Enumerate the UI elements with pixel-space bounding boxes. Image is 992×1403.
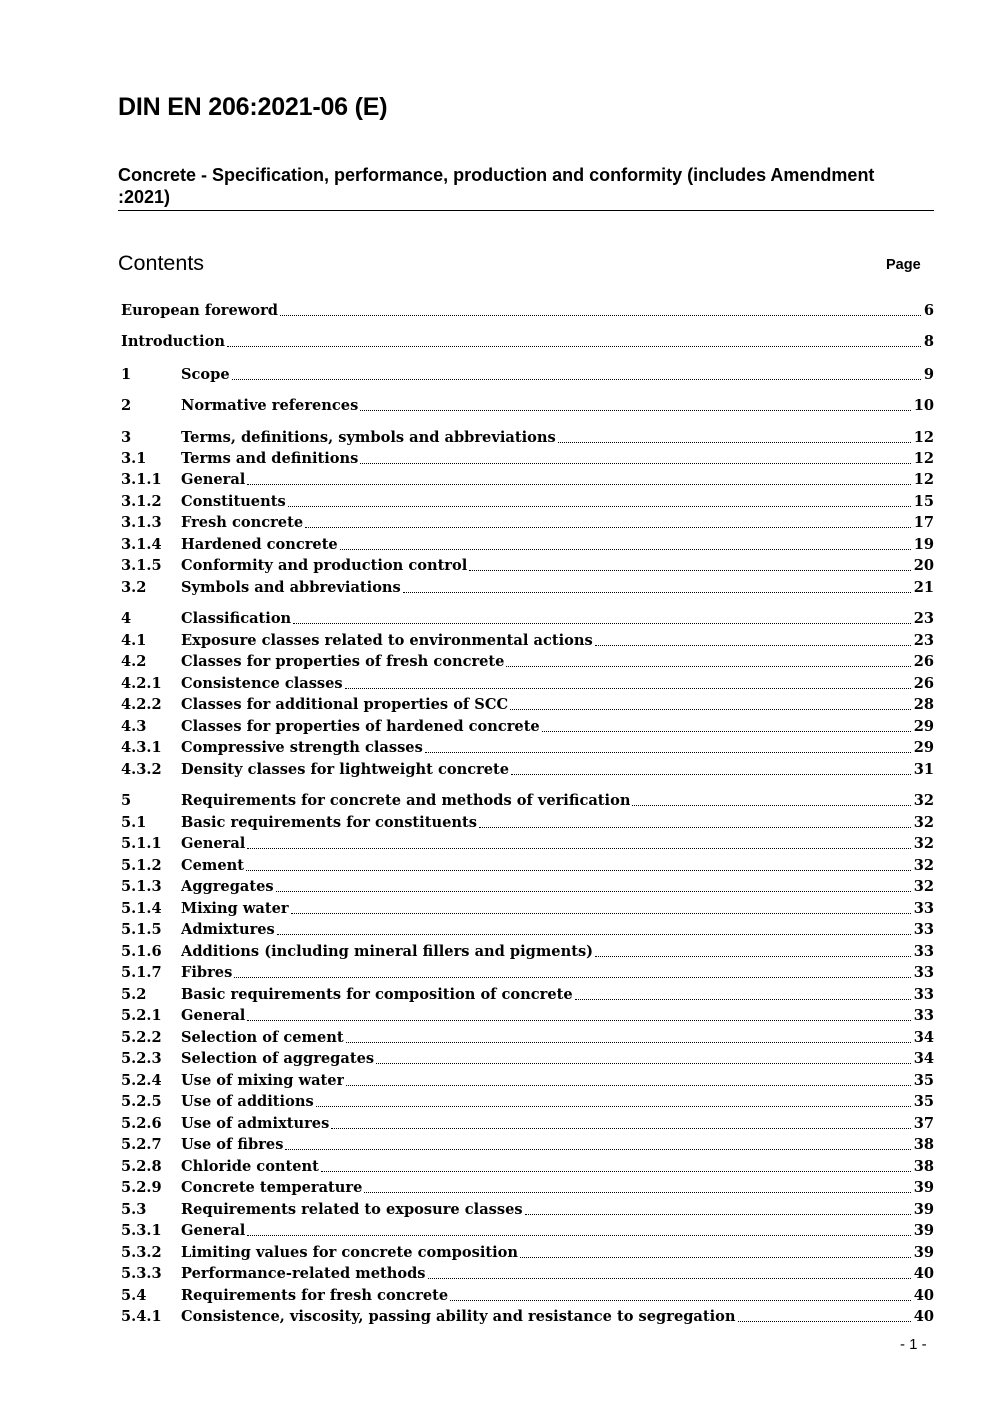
toc-entry[interactable] [121, 1242, 934, 1264]
toc-entry-title: Additions (including mineral fillers and pigments) [181, 943, 594, 960]
toc-entry-number: 5.2.2 [121, 1029, 162, 1046]
toc-entry[interactable] [121, 395, 934, 417]
toc-entry-page: 12 [913, 450, 934, 467]
toc-entry-title: Use of additions [181, 1093, 314, 1110]
toc-dot-leader [227, 346, 921, 347]
toc-entry[interactable] [121, 812, 934, 834]
toc-dot-leader [247, 484, 910, 485]
toc-dot-leader [425, 752, 911, 753]
toc-entry-title: Scope [181, 366, 230, 383]
toc-entry-page: 26 [913, 675, 934, 692]
toc-entry-page: 9 [923, 366, 934, 383]
toc-entry-number: 5.4 [121, 1287, 147, 1304]
toc-entry-title: Cement [181, 857, 244, 874]
toc-entry-page: 33 [913, 943, 934, 960]
toc-entry-title: Classification [181, 610, 292, 627]
toc-entry-page: 29 [913, 718, 934, 735]
toc-entry-title: Use of admixtures [181, 1115, 330, 1132]
toc-dot-leader [575, 999, 911, 1000]
toc-dot-leader [558, 442, 911, 443]
toc-entry-title: Classes for properties of fresh concrete [181, 653, 505, 670]
toc-dot-leader [469, 570, 910, 571]
toc-entry[interactable] [121, 673, 934, 695]
toc-entry-page: 34 [913, 1029, 934, 1046]
toc-entry[interactable] [121, 1306, 934, 1328]
toc-entry-number: 4.3.2 [121, 761, 162, 778]
toc-entry[interactable] [121, 1048, 934, 1070]
toc-entry[interactable] [121, 364, 934, 386]
toc-entry-title: Compressive strength classes [181, 739, 423, 756]
toc-entry-page: 12 [913, 429, 934, 446]
toc-entry[interactable] [121, 469, 934, 491]
toc-dot-leader [247, 1235, 910, 1236]
toc-entry-page: 32 [913, 878, 934, 895]
toc-entry-title: Symbols and abbreviations [181, 579, 401, 596]
toc-entry-title: Consistence, viscosity, passing ability and resistance to segregation [181, 1308, 736, 1325]
toc-entry-page: 33 [913, 1007, 934, 1024]
toc-dot-leader [331, 1128, 910, 1129]
toc-dot-leader [305, 527, 911, 528]
toc-dot-leader [542, 731, 911, 732]
toc-entry[interactable] [121, 608, 934, 630]
toc-entry[interactable] [121, 1220, 934, 1242]
toc-dot-leader [280, 315, 921, 316]
toc-entry[interactable] [121, 694, 934, 716]
toc-dot-leader [738, 1321, 911, 1322]
toc-dot-leader [506, 666, 910, 667]
toc-entry-title: Selection of aggregates [181, 1050, 375, 1067]
toc-dot-leader [346, 1042, 911, 1043]
toc-entry-number: 5.2.7 [121, 1136, 162, 1153]
toc-entry-number: 4.3.1 [121, 739, 162, 756]
toc-entry-number: 5.3 [121, 1201, 147, 1218]
toc-entry-number: 3.1.5 [121, 557, 162, 574]
toc-entry-page: 31 [913, 761, 934, 778]
toc-entry-title: Chloride content [181, 1158, 319, 1175]
toc-dot-leader [428, 1278, 911, 1279]
toc-entry-number: 3.1.1 [121, 471, 162, 488]
toc-entry-page: 21 [913, 579, 934, 596]
toc-dot-leader [276, 891, 911, 892]
toc-entry[interactable] [121, 1091, 934, 1113]
toc-dot-leader [246, 870, 911, 871]
toc-entry-page: 32 [913, 814, 934, 831]
toc-entry-title: Admixtures [181, 921, 275, 938]
toc-entry-title: European foreword [121, 302, 278, 319]
toc-entry-page: 39 [913, 1201, 934, 1218]
toc-entry-title: Aggregates [181, 878, 274, 895]
toc-entry-title: Use of fibres [181, 1136, 284, 1153]
toc-entry[interactable] [121, 577, 934, 599]
toc-entry[interactable] [121, 300, 934, 322]
toc-entry-number: 3 [121, 429, 132, 446]
toc-entry[interactable] [121, 534, 934, 556]
toc-entry-number: 5.1.1 [121, 835, 162, 852]
toc-dot-leader [511, 774, 911, 775]
toc-entry-page: 37 [913, 1115, 934, 1132]
toc-dot-leader [520, 1257, 911, 1258]
toc-entry[interactable] [121, 759, 934, 781]
toc-entry-number: 4.2.2 [121, 696, 162, 713]
toc-dot-leader [234, 977, 910, 978]
toc-entry-number: 4.2.1 [121, 675, 162, 692]
toc-dot-leader [479, 827, 911, 828]
toc-entry-page: 39 [913, 1179, 934, 1196]
toc-entry-page: 19 [913, 536, 934, 553]
toc-entry-page: 32 [913, 792, 934, 809]
toc-dot-leader [376, 1063, 911, 1064]
toc-entry-number: 5.2.8 [121, 1158, 162, 1175]
toc-entry-page: 17 [913, 514, 934, 531]
toc-dot-leader [632, 805, 910, 806]
toc-entry-page: 8 [923, 333, 934, 350]
toc-entry-title: Normative references [181, 397, 359, 414]
toc-entry-title: Conformity and production control [181, 557, 468, 574]
toc-entry-number: 5.3.3 [121, 1265, 162, 1282]
toc-dot-leader [340, 549, 911, 550]
toc-entry-title: Hardened concrete [181, 536, 338, 553]
toc-dot-leader [345, 688, 911, 689]
toc-dot-leader [321, 1171, 911, 1172]
toc-entry-title: Performance-related methods [181, 1265, 426, 1282]
toc-entry-page: 26 [913, 653, 934, 670]
toc-entry-number: 5 [121, 792, 132, 809]
toc-dot-leader [346, 1085, 910, 1086]
toc-entry-number: 5.2.9 [121, 1179, 162, 1196]
toc-entry-number: 1 [121, 366, 132, 383]
toc-entry-page: 38 [913, 1136, 934, 1153]
toc-entry-number: 5.2.1 [121, 1007, 162, 1024]
toc-entry-page: 33 [913, 986, 934, 1003]
toc-entry[interactable] [121, 1177, 934, 1199]
toc-entry[interactable] [121, 919, 934, 941]
toc-entry-title: Terms, definitions, symbols and abbreviations [181, 429, 556, 446]
toc-entry-page: 34 [913, 1050, 934, 1067]
toc-entry-title: Consistence classes [181, 675, 343, 692]
toc-dot-leader [285, 1149, 910, 1150]
toc-entry-number: 5.2.4 [121, 1072, 162, 1089]
toc-entry[interactable] [121, 1156, 934, 1178]
toc-entry[interactable] [121, 630, 934, 652]
toc-entry-number: 4.1 [121, 632, 147, 649]
toc-entry-page: 28 [913, 696, 934, 713]
toc-entry-title: General [181, 471, 246, 488]
toc-entry-page: 15 [913, 493, 934, 510]
toc-entry-page: 23 [913, 632, 934, 649]
toc-entry-title: Classes for properties of hardened concrete [181, 718, 540, 735]
toc-entry-number: 3.2 [121, 579, 147, 596]
toc-entry[interactable] [121, 651, 934, 673]
document-id: DIN EN 206:2021-06 (E) [118, 93, 388, 121]
toc-dot-leader [595, 956, 911, 957]
page-column-heading: Page [886, 257, 921, 273]
toc-entry[interactable] [121, 555, 934, 577]
toc-entry-page: 10 [913, 397, 934, 414]
toc-dot-leader [277, 934, 911, 935]
toc-entry-title: Requirements for concrete and methods of verification [181, 792, 631, 809]
toc-entry-title: Terms and definitions [181, 450, 359, 467]
toc-entry[interactable] [121, 790, 934, 812]
toc-entry-page: 35 [913, 1072, 934, 1089]
toc-entry-number: 4.2 [121, 653, 147, 670]
toc-entry[interactable] [121, 1199, 934, 1221]
toc-entry-number: 5.1.7 [121, 964, 162, 981]
toc-entry-title: General [181, 1222, 246, 1239]
toc-entry-page: 39 [913, 1222, 934, 1239]
toc-entry-title: Requirements for fresh concrete [181, 1287, 449, 1304]
toc-dot-leader [291, 913, 911, 914]
toc-entry-page: 38 [913, 1158, 934, 1175]
toc-dot-leader [360, 410, 910, 411]
document-title: Concrete - Specification, performance, production and conformity (includes Amendment :2021) [118, 165, 875, 207]
toc-entry-page: 33 [913, 964, 934, 981]
toc-entry-page: 35 [913, 1093, 934, 1110]
toc-entry-title: Fibres [181, 964, 233, 981]
toc-entry-title: Basic requirements for composition of concrete [181, 986, 573, 1003]
toc-entry-page: 12 [913, 471, 934, 488]
title-divider [118, 210, 934, 211]
toc-entry-title: Introduction [121, 333, 225, 350]
toc-dot-leader [293, 623, 911, 624]
toc-dot-leader [247, 848, 910, 849]
toc-entry-number: 5.1.3 [121, 878, 162, 895]
toc-entry-title: Constituents [181, 493, 286, 510]
toc-entry-title: Basic requirements for constituents [181, 814, 477, 831]
toc-entry-number: 3.1 [121, 450, 147, 467]
contents-heading: Contents [118, 251, 205, 275]
toc-entry[interactable] [121, 1263, 934, 1285]
toc-entry[interactable] [121, 833, 934, 855]
toc-entry[interactable] [121, 716, 934, 738]
toc-entry[interactable] [121, 1070, 934, 1092]
toc-entry-number: 5.3.2 [121, 1244, 162, 1261]
toc-entry-title: General [181, 1007, 246, 1024]
toc-entry-page: 40 [913, 1287, 934, 1304]
toc-entry-page: 33 [913, 900, 934, 917]
toc-entry[interactable] [121, 1005, 934, 1027]
toc-entry-title: Limiting values for concrete composition [181, 1244, 519, 1261]
toc-entry-number: 3.1.2 [121, 493, 162, 510]
toc-entry-number: 5.2.3 [121, 1050, 162, 1067]
toc-entry-page: 23 [913, 610, 934, 627]
toc-entry-number: 5.4.1 [121, 1308, 162, 1325]
toc-entry-title: Requirements related to exposure classes [181, 1201, 523, 1218]
toc-dot-leader [288, 506, 911, 507]
toc-entry-title: Fresh concrete [181, 514, 304, 531]
toc-entry-page: 40 [913, 1265, 934, 1282]
toc-entry-number: 5.1.5 [121, 921, 162, 938]
toc-entry-page: 40 [913, 1308, 934, 1325]
toc-entry-title: Selection of cement [181, 1029, 344, 1046]
toc-entry-number: 5.1.4 [121, 900, 162, 917]
toc-entry[interactable] [121, 427, 934, 449]
toc-entry[interactable] [121, 512, 934, 534]
toc-dot-leader [316, 1106, 911, 1107]
toc-dot-leader [364, 1192, 910, 1193]
toc-entry-page: 20 [913, 557, 934, 574]
toc-entry-number: 5.2.6 [121, 1115, 162, 1132]
toc-dot-leader [450, 1300, 911, 1301]
toc-entry-title: Concrete temperature [181, 1179, 363, 1196]
toc-entry-page: 39 [913, 1244, 934, 1261]
toc-entry-number: 3.1.3 [121, 514, 162, 531]
page-number: - 1 - [900, 1336, 927, 1353]
toc-entry[interactable] [121, 1027, 934, 1049]
toc-dot-leader [595, 645, 911, 646]
toc-dot-leader [403, 592, 911, 593]
toc-entry-number: 5.2 [121, 986, 147, 1003]
toc-entry-title: Use of mixing water [181, 1072, 345, 1089]
toc-entry-number: 5.2.5 [121, 1093, 162, 1110]
toc-entry-number: 5.1 [121, 814, 147, 831]
toc-entry-page: 6 [923, 302, 934, 319]
toc-dot-leader [360, 463, 910, 464]
toc-entry-page: 33 [913, 921, 934, 938]
toc-entry-title: Classes for additional properties of SCC [181, 696, 509, 713]
toc-entry[interactable] [121, 448, 934, 470]
toc-entry-page: 32 [913, 835, 934, 852]
toc-entry[interactable] [121, 491, 934, 513]
toc-entry[interactable] [121, 876, 934, 898]
toc-entry-title: Density classes for lightweight concrete [181, 761, 510, 778]
toc-dot-leader [525, 1214, 911, 1215]
toc-entry-title: Mixing water [181, 900, 289, 917]
toc-dot-leader [232, 379, 921, 380]
toc-entry-number: 5.1.6 [121, 943, 162, 960]
toc-entry-number: 4 [121, 610, 132, 627]
toc-entry-page: 32 [913, 857, 934, 874]
toc-entry[interactable] [121, 984, 934, 1006]
toc-entry-number: 5.1.2 [121, 857, 162, 874]
toc-entry[interactable] [121, 941, 934, 963]
toc-entry[interactable] [121, 962, 934, 984]
toc-entry[interactable] [121, 737, 934, 759]
toc-entry-number: 3.1.4 [121, 536, 162, 553]
toc-dot-leader [510, 709, 911, 710]
toc-entry[interactable] [121, 855, 934, 877]
toc-entry-number: 5.3.1 [121, 1222, 162, 1239]
toc-entry[interactable] [121, 898, 934, 920]
toc-entry[interactable] [121, 331, 934, 353]
toc-dot-leader [247, 1020, 910, 1021]
toc-entry-number: 2 [121, 397, 132, 414]
toc-entry-title: General [181, 835, 246, 852]
toc-entry-number: 4.3 [121, 718, 147, 735]
toc-entry-title: Exposure classes related to environmental actions [181, 632, 593, 649]
toc-entry[interactable] [121, 1113, 934, 1135]
toc-entry[interactable] [121, 1285, 934, 1307]
toc-entry-page: 29 [913, 739, 934, 756]
toc-entry[interactable] [121, 1134, 934, 1156]
